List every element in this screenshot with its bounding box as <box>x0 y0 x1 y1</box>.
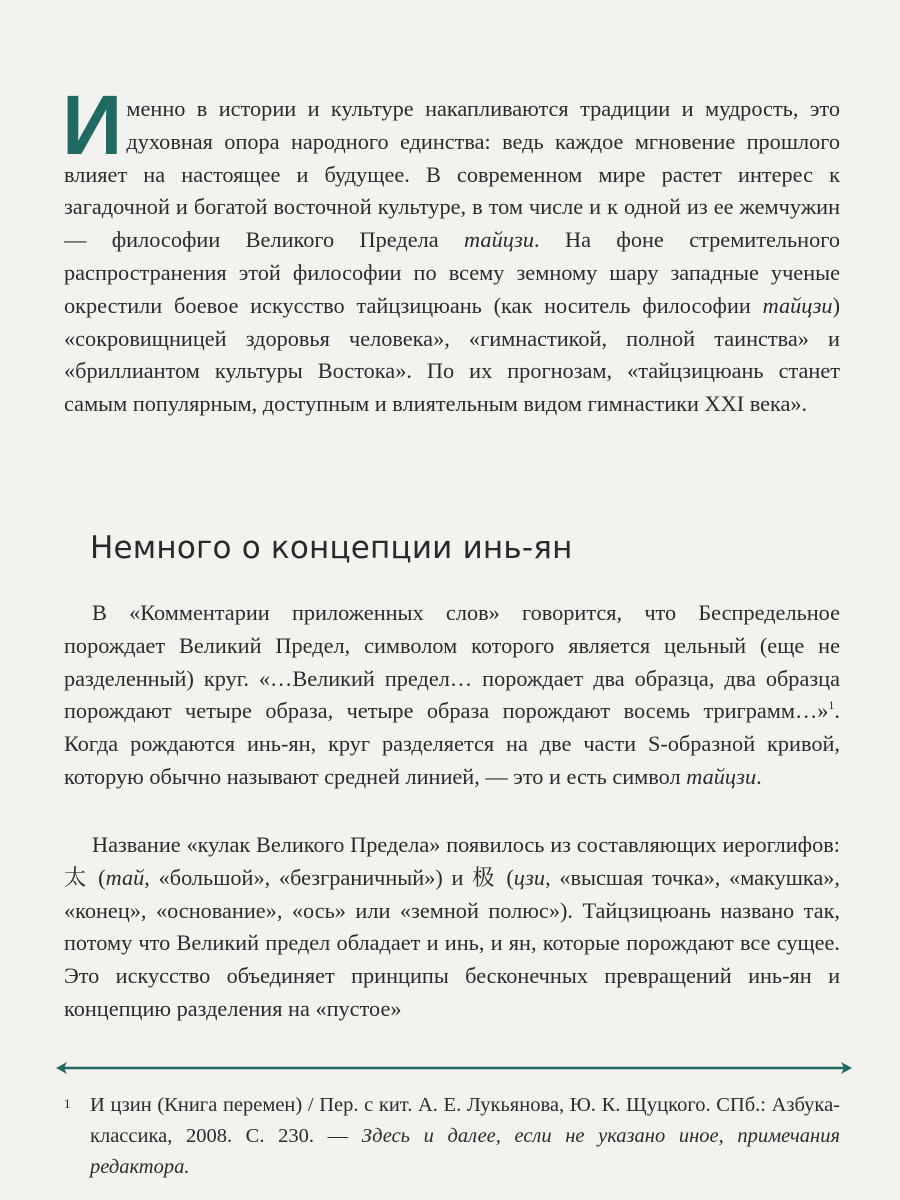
drop-cap: И <box>62 78 123 172</box>
name-term-2: цзи <box>513 864 546 890</box>
yinyang-text-1: В «Комментарии приложенных слов» говорится, что Беспредельное порождает Великий Предел, символом которого является цельный (еще не разделенный) круг. «…Великий предел… порождает два образца, два образца порождают четыре образа, четыре образа порождают восемь триграмм…» <box>64 600 840 724</box>
intro-term-1: тайцзи <box>464 227 534 253</box>
name-term-1: тай <box>105 864 145 890</box>
footnote-divider <box>56 1058 852 1078</box>
footnote-citation: И цзин (Книга перемен) / Пер. с кит. А. Е. Лукьянова, Ю. К. Щуцкого. СПб.: Азбука-классика, 2008. С. 230. — <box>90 1094 840 1147</box>
name-text-3: , «высшая точка», «макушка», «конец», «основание», «ось» или «земной полюс»). Тайцзицюань названо так, потому что Великий предел обладает и инь, и ян, которые порождают все сущее. Это искусство объединяет принципы бесконечных превращений инь-ян и концепцию разделения на «пустое» <box>64 864 840 1021</box>
name-text-2: , «большой», «безграничный») и 极 ( <box>144 864 514 890</box>
intro-text-1: менно в истории и культуре накапливаются традиции и мудрость, это духовная опора народного единства: ведь каждое мгновение прошлого влияет на настоящее и будущее. В современном мире растет интерес к загадочной и богатой восточной культуре, в том числе и к одной из ее жемчужин — философии Великого Предела <box>64 96 840 253</box>
section-heading: Немного о концепции инь-ян <box>90 530 573 566</box>
intro-paragraph <box>62 78 840 421</box>
name-paragraph <box>64 829 840 1026</box>
intro-term-2: тайцзи <box>762 292 833 318</box>
yinyang-term: тайцзи <box>686 763 757 789</box>
footnote-number: 1 <box>64 1096 71 1111</box>
footnote-text <box>90 1090 840 1183</box>
intro-text-2: . На фоне стремительного распространения этой философии по всему земному шару западные ученые окрестили боевое искусство тайцзицюань (как носитель философии <box>64 227 840 318</box>
footnote-editor-note: Здесь и далее, если не указано иное, примечания редактора. <box>90 1125 840 1178</box>
yinyang-text-3: . <box>756 763 762 789</box>
name-text-1: Название «кулак Великого Предела» появилось из составляющих иероглифов: 太 ( <box>64 832 840 890</box>
yinyang-paragraph <box>64 597 840 794</box>
footnote-reference[interactable]: 1 <box>828 698 835 713</box>
intro-text-3: ) «сокровищницей здоровья человека», «гимнастикой, полной таинства» и «бриллиантом культуры Востока». По их прогнозам, «тайцзицюань станет самым популярным, доступным и влиятельным видом гимнастики XXI века». <box>64 292 840 417</box>
yinyang-text-2: . Когда рождаются инь-ян, круг разделяется на две части S-образной кривой, которую обычно называют средней линией, — это и есть символ <box>64 698 840 789</box>
